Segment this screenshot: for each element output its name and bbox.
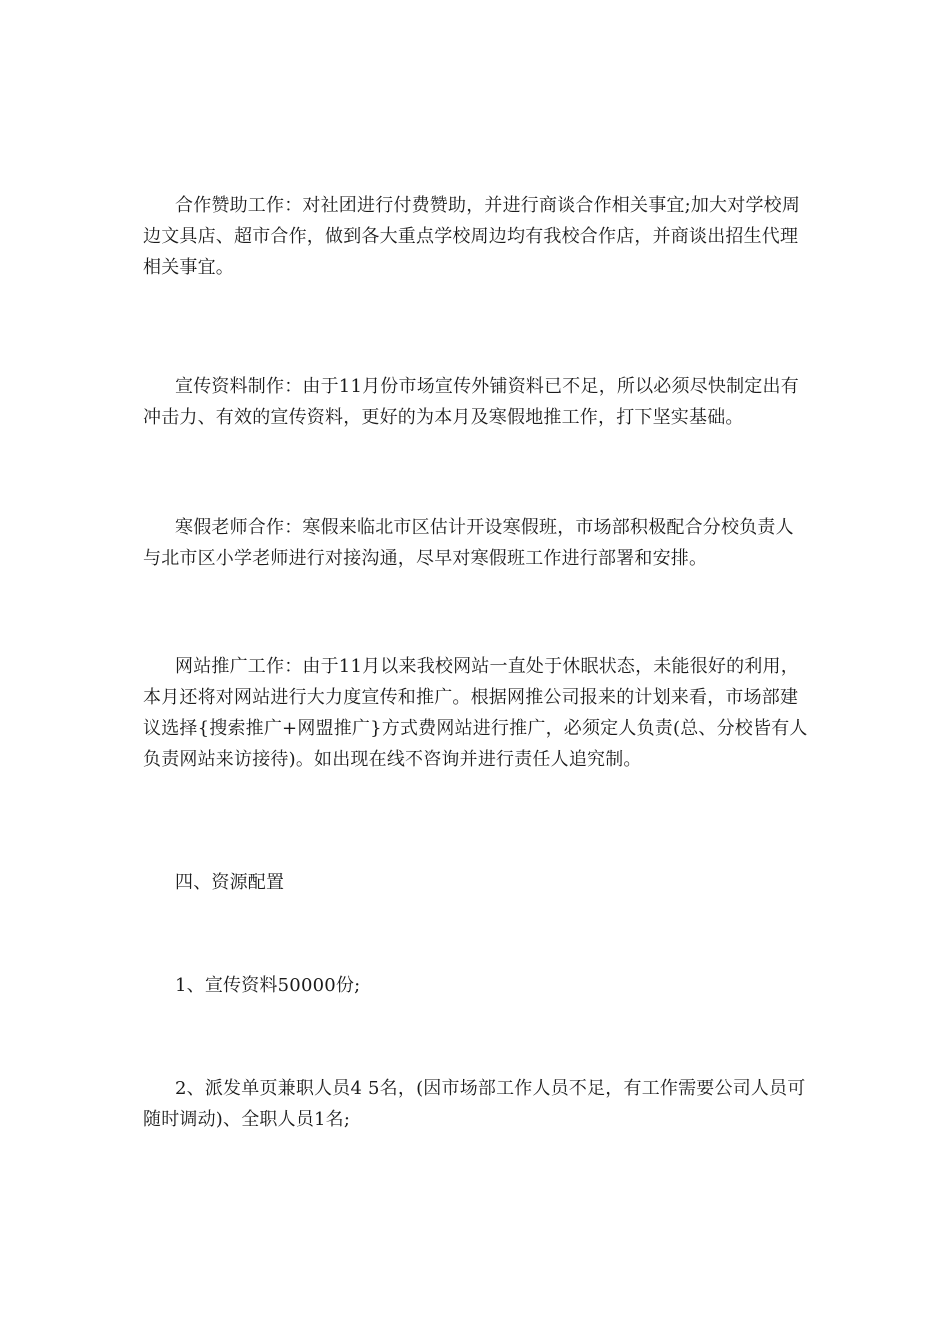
paragraph-website-promotion: 网站推广工作：由于11月以来我校网站一直处于休眠状态，未能很好的利用，本月还将对网站进行大力度宣传和推广。根据网推公司报来的计划来看，市场部建议选择{搜索推广+网盟推广}方式费网站进行推广，必须定人负责(总、分校皆有人负责网站来访接待)。如出现在线不咨询并进行责任人追究制。	[143, 656, 808, 770]
paragraph-promo-materials: 宣传资料制作：由于11月份市场宣传外铺资料已不足，所以必须尽快制定出有冲击力、有效的宣传资料，更好的为本月及寒假地推工作，打下坚实基础。	[143, 376, 799, 428]
paragraph-sponsorship: 合作赞助工作：对社团进行付费赞助，并进行商谈合作相关事宜;加大对学校周边文具店、超市合作，做到各大重点学校周边均有我校合作店，并商谈出招生代理相关事宜。	[143, 195, 801, 278]
list-item-staffing: 2、派发单页兼职人员4 5名，(因市场部工作人员不足，有工作需要公司人员可随时调动)、全职人员1名;	[143, 1078, 806, 1130]
list-item-materials: 1、宣传资料50000份;	[175, 975, 361, 996]
paragraph-teacher-cooperation: 寒假老师合作：寒假来临北市区估计开设寒假班，市场部积极配合分校负责人与北市区小学老师进行对接沟通，尽早对寒假班工作进行部署和安排。	[143, 517, 794, 569]
section-heading-resources: 四、资源配置	[175, 872, 285, 893]
